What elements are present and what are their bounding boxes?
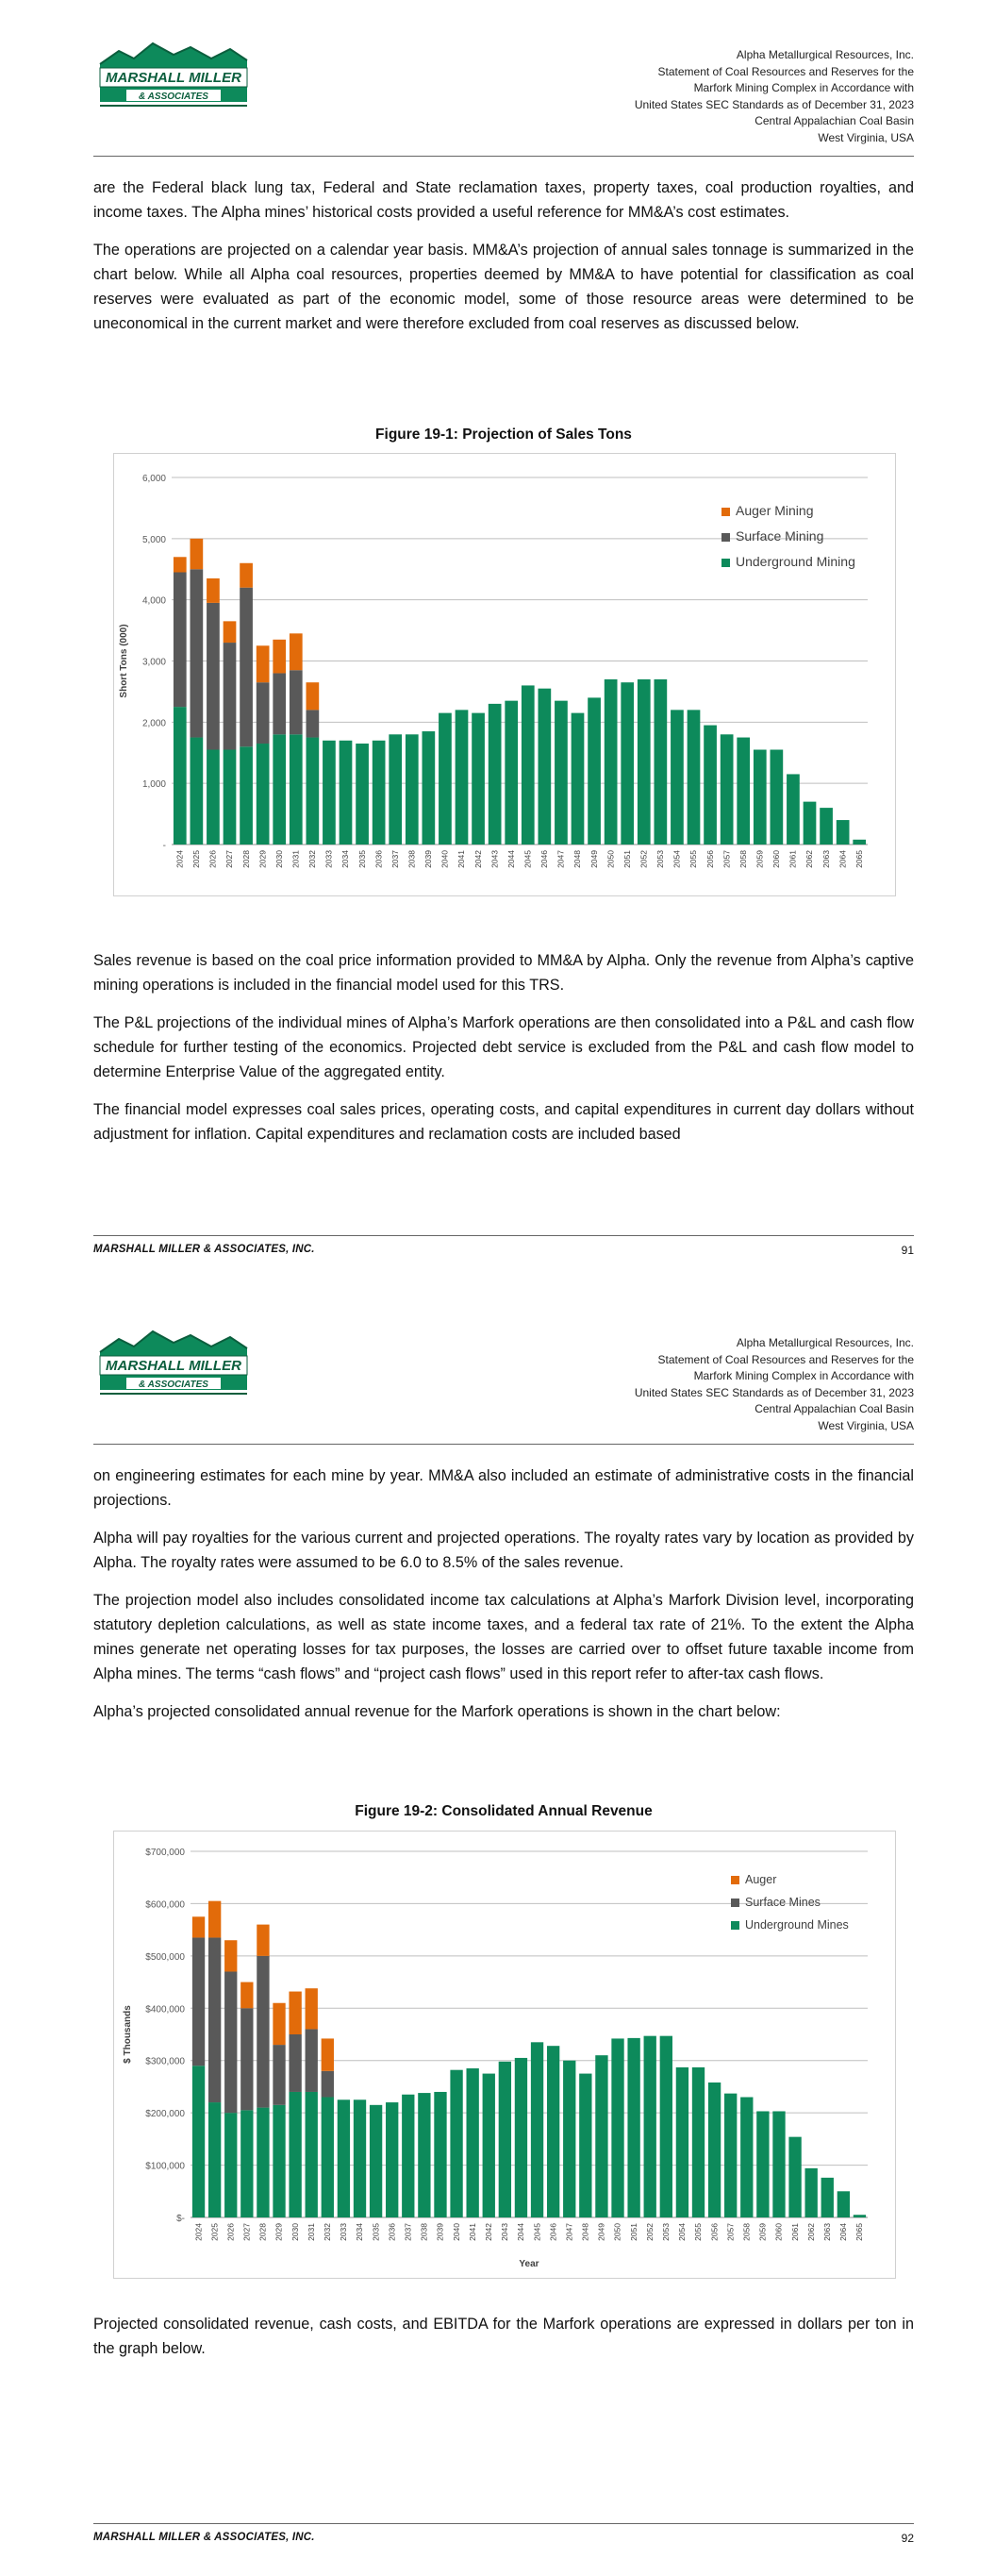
paragraph: on engineering estimates for each mine by year. MM&A also included an estimate of administrative costs in the financial projections. <box>93 1467 914 1509</box>
bar-segment <box>489 704 502 845</box>
bar-segment <box>386 2102 398 2217</box>
bar-segment <box>192 1916 205 1937</box>
paragraph: Alpha’s projected consolidated annual revenue for the Marfork operations is shown in the chart below: <box>93 1703 781 1720</box>
bar-segment <box>207 578 220 603</box>
bar-segment <box>772 2111 785 2217</box>
x-tick-label: 2036 <box>373 850 384 868</box>
header-divider <box>93 1444 914 1445</box>
header-line: Alpha Metallurgical Resources, Inc. <box>736 48 914 61</box>
bar-segment <box>423 731 436 845</box>
bar-segment <box>853 840 866 845</box>
x-tick-label: 2028 <box>257 2223 268 2241</box>
bar-segment <box>605 679 618 845</box>
y-tick-label: $- <box>176 2214 185 2224</box>
x-tick-label: 2025 <box>191 850 202 868</box>
x-tick-label: 2065 <box>854 2223 865 2241</box>
legend-label: Underground Mining <box>736 554 855 569</box>
x-tick-label: 2064 <box>838 2223 849 2241</box>
header-line: Marfork Mining Complex in Accordance with <box>693 81 914 94</box>
document-header <box>635 1335 914 1434</box>
bar-segment <box>338 2099 350 2217</box>
y-axis-label: Short Tons (000) <box>119 624 129 698</box>
x-tick-label: 2053 <box>655 850 666 868</box>
x-tick-label: 2027 <box>241 2223 252 2241</box>
bar-segment <box>354 2099 366 2217</box>
legend-swatch <box>731 1899 739 1907</box>
bar-segment <box>322 2038 334 2070</box>
x-tick-label: 2049 <box>596 2223 606 2241</box>
legend-swatch <box>721 508 730 516</box>
x-tick-label: 2035 <box>371 2223 381 2241</box>
x-tick-label: 2057 <box>721 850 732 868</box>
bar-segment <box>307 682 320 710</box>
bar-segment <box>418 2093 430 2217</box>
y-tick-label: $200,000 <box>145 2109 185 2120</box>
x-tick-label: 2046 <box>539 850 550 868</box>
bar-segment <box>290 670 303 734</box>
paragraph: The operations are projected on a calendar year basis. MM&A’s projection of annual sales tonnage is summarized in the chart below. While all Alpha coal resources, properties deemed by MM&A to have potential for classification as coal reserves were evaluated as part of the economic model, some of those resource areas were determined to be uneconomical in the current market and were therefore excluded from coal reserves as discussed below. <box>93 242 914 332</box>
x-tick-label: 2031 <box>306 2223 316 2241</box>
bar-segment <box>450 2070 462 2217</box>
x-tick-label: 2048 <box>580 2223 590 2241</box>
x-tick-label: 2034 <box>340 850 351 868</box>
bar-segment <box>676 2067 688 2217</box>
x-tick-label: 2060 <box>771 850 782 868</box>
bar-segment <box>356 744 369 845</box>
body-text-bottom <box>93 2312 914 2374</box>
x-tick-label: 2055 <box>688 850 699 868</box>
x-tick-label: 2063 <box>821 2223 832 2241</box>
legend-swatch <box>731 1921 739 1930</box>
page-number: 91 <box>901 1244 914 1257</box>
bar-segment <box>737 738 750 845</box>
bar-segment <box>466 2068 478 2217</box>
bar-segment <box>671 710 684 845</box>
x-tick-label: 2031 <box>290 850 301 868</box>
page-92 <box>0 1288 995 2576</box>
x-tick-label: 2045 <box>522 850 533 868</box>
legend-label: Underground Mines <box>745 1918 849 1932</box>
bar-segment <box>692 2067 705 2217</box>
bar-segment <box>595 2055 607 2217</box>
logo-text-top: MARSHALL MILLER <box>106 70 241 86</box>
y-tick-label: - <box>162 841 166 851</box>
bar-segment <box>289 2034 301 2092</box>
x-tick-label: 2064 <box>837 850 848 868</box>
bar-segment <box>638 679 651 845</box>
bar-segment <box>821 2178 834 2217</box>
header-line: Central Appalachian Coal Basin <box>755 114 914 127</box>
x-tick-label: 2032 <box>323 2223 333 2241</box>
bar-segment <box>837 2191 850 2217</box>
x-tick-label: 2033 <box>339 2223 349 2241</box>
y-tick-label: 2,000 <box>141 718 166 729</box>
bar-segment <box>322 2071 334 2098</box>
figure-title: Figure 19-2: Consolidated Annual Revenue <box>355 1803 653 1819</box>
bar-segment <box>307 738 320 845</box>
bar-segment <box>208 1937 221 2102</box>
bar-segment <box>555 701 568 845</box>
annual-revenue-chart <box>113 1831 896 2279</box>
bar-segment <box>820 808 833 845</box>
bar-segment <box>756 2111 769 2217</box>
bar-segment <box>322 2098 334 2217</box>
x-tick-label: 2027 <box>224 850 235 868</box>
bar-segment <box>257 682 270 744</box>
x-tick-label: 2026 <box>225 2223 236 2241</box>
bar-segment <box>627 2038 639 2217</box>
bar-segment <box>306 2029 318 2092</box>
company-logo <box>98 40 249 109</box>
legend-label: Auger <box>745 1873 777 1886</box>
bar-segment <box>621 682 634 845</box>
x-tick-label: 2058 <box>738 850 748 868</box>
x-tick-label: 2028 <box>240 850 251 868</box>
y-tick-label: $300,000 <box>145 2056 185 2067</box>
bar-segment <box>505 701 518 845</box>
bar-segment <box>724 2094 737 2217</box>
bar-segment <box>787 774 800 845</box>
legend-label: Surface Mining <box>736 528 824 544</box>
bar-segment <box>207 750 220 845</box>
x-tick-label: 2032 <box>307 850 318 868</box>
x-tick-label: 2036 <box>387 2223 397 2241</box>
x-tick-label: 2041 <box>467 2223 477 2241</box>
bar-segment <box>721 734 734 845</box>
header-line: West Virginia, USA <box>818 1418 914 1432</box>
bar-segment <box>539 689 552 845</box>
x-tick-label: 2044 <box>516 2223 526 2241</box>
bar-segment <box>704 726 717 845</box>
bar-segment <box>370 2105 382 2217</box>
x-tick-label: 2043 <box>489 850 500 868</box>
x-tick-label: 2065 <box>854 850 864 868</box>
x-tick-label: 2051 <box>622 850 632 868</box>
bar-segment <box>804 802 817 845</box>
bar-segment <box>483 2074 495 2217</box>
bar-segment <box>563 2061 575 2217</box>
bar-segment <box>192 2066 205 2217</box>
x-tick-label: 2055 <box>693 2223 704 2241</box>
y-tick-label: 5,000 <box>141 534 166 545</box>
paragraph: Alpha will pay royalties for the various current and projected operations. The royalty rates vary by location as provided by Alpha. The royalty rates were assumed to be 6.0 to 8.5% of the sales revenue. <box>93 1530 914 1571</box>
legend-label: Surface Mines <box>745 1896 821 1909</box>
header-line: West Virginia, USA <box>818 130 914 144</box>
header-line: Statement of Coal Resources and Reserves for the <box>657 1352 914 1366</box>
bar-segment <box>257 744 270 845</box>
bar-segment <box>191 539 204 569</box>
footer-company: MARSHALL MILLER & ASSOCIATES, INC. <box>93 1244 315 1255</box>
x-tick-label: 2056 <box>709 2223 720 2241</box>
y-tick-label: 4,000 <box>141 595 166 607</box>
sales-tons-chart <box>113 453 896 896</box>
header-line: United States SEC Standards as of December 31, 2023 <box>634 1385 914 1399</box>
bar-segment <box>257 645 270 682</box>
logo-text-top: MARSHALL MILLER <box>106 1358 241 1374</box>
x-tick-label: 2029 <box>274 2223 284 2241</box>
header-line: Statement of Coal Resources and Reserves for the <box>657 64 914 78</box>
bar-segment <box>644 2036 656 2217</box>
bar-segment <box>611 2038 623 2217</box>
x-tick-label: 2063 <box>821 850 831 868</box>
body-text-top <box>93 1464 914 1737</box>
bar-segment <box>439 713 452 845</box>
x-tick-label: 2053 <box>661 2223 672 2241</box>
logo-text-bottom: & ASSOCIATES <box>139 1380 208 1390</box>
bar-segment <box>854 2215 866 2217</box>
bar-segment <box>572 713 585 845</box>
footer-divider <box>93 1235 914 1236</box>
bar-segment <box>191 738 204 845</box>
y-tick-label: $700,000 <box>145 1848 185 1858</box>
footer-divider <box>93 2523 914 2524</box>
x-tick-label: 2054 <box>672 850 682 868</box>
header-line: United States SEC Standards as of December 31, 2023 <box>634 97 914 111</box>
bar-segment <box>290 633 303 670</box>
bar-segment <box>740 2098 753 2217</box>
bar-segment <box>224 621 237 643</box>
bar-segment <box>373 741 386 845</box>
x-tick-label: 2058 <box>741 2223 752 2241</box>
y-tick-label: 3,000 <box>141 657 166 668</box>
legend-swatch <box>721 559 730 567</box>
bar-segment <box>771 750 784 845</box>
bar-segment <box>788 2137 801 2217</box>
bar-segment <box>240 563 253 588</box>
bar-segment <box>273 734 286 845</box>
paragraph: The projection model also includes consolidated income tax calculations at Alpha’s Marfork Division level, incorporating statutory depletion calculations, as well as state income taxes, and a federal tax rate of 21%. To the extent the Alpha mines generate net operating losses for tax purposes, the losses are carried over to offset future taxable income from Alpha mines. The terms “cash flows” and “project cash flows” used in this report refer to after-tax cash flows. <box>93 1592 914 1682</box>
x-tick-label: 2043 <box>500 2223 510 2241</box>
bar-segment <box>257 2108 269 2217</box>
y-tick-label: $600,000 <box>145 1899 185 1911</box>
bar-segment <box>240 1982 253 2009</box>
paragraph: Projected consolidated revenue, cash costs, and EBITDA for the Marfork operations are expressed in dollars per ton in the graph below. <box>93 2316 914 2357</box>
bar-segment <box>207 603 220 750</box>
bar-segment <box>837 820 850 845</box>
paragraph: The financial model expresses coal sales prices, operating costs, and capital expenditures in current day dollars without adjustment for inflation. Capital expenditures and reclamation costs are included based <box>93 1101 914 1143</box>
x-tick-label: 2061 <box>789 2223 800 2241</box>
x-tick-label: 2057 <box>725 2223 736 2241</box>
x-tick-label: 2038 <box>406 850 417 868</box>
company-logo <box>98 1328 249 1397</box>
bar-segment <box>273 673 286 734</box>
x-axis-label: Year <box>519 2259 539 2269</box>
x-tick-label: 2024 <box>174 850 185 868</box>
bar-segment <box>208 1901 221 1938</box>
x-tick-label: 2047 <box>564 2223 574 2241</box>
x-tick-label: 2033 <box>323 850 334 868</box>
bar-segment <box>273 2105 285 2217</box>
bar-segment <box>224 750 237 845</box>
bar-segment <box>240 588 253 747</box>
bar-segment <box>240 746 253 845</box>
bar-segment <box>174 707 187 845</box>
header-divider <box>93 156 914 157</box>
paragraph: The P&L projections of the individual mines of Alpha’s Marfork operations are then consolidated into a P&L and cash flow schedule for further testing of the economics. Projected debt service is excluded from the P&L and cash flow model to determine Enterprise Value of the aggregated entity. <box>93 1014 914 1080</box>
x-tick-label: 2062 <box>804 850 815 868</box>
x-tick-label: 2042 <box>473 850 483 868</box>
bar-segment <box>579 2074 591 2217</box>
bar-segment <box>499 2062 511 2217</box>
logo-text-bottom: & ASSOCIATES <box>139 92 208 102</box>
bar-segment <box>224 2113 237 2217</box>
bar-segment <box>257 1956 269 2108</box>
x-tick-label: 2034 <box>355 2223 365 2241</box>
y-tick-label: $100,000 <box>145 2161 185 2172</box>
bar-segment <box>655 679 668 845</box>
bar-segment <box>289 2092 301 2217</box>
x-tick-label: 2059 <box>755 850 765 868</box>
x-tick-label: 2059 <box>757 2223 768 2241</box>
footer-company: MARSHALL MILLER & ASSOCIATES, INC. <box>93 2532 315 2543</box>
bar-segment <box>174 557 187 572</box>
bar-segment <box>289 1992 301 2034</box>
bar-segment <box>402 2095 414 2217</box>
bar-segment <box>273 2045 285 2105</box>
body-text-top <box>93 176 914 349</box>
bar-segment <box>174 572 187 707</box>
bar-segment <box>208 2102 221 2217</box>
bar-segment <box>588 697 601 845</box>
bar-segment <box>804 2168 817 2217</box>
bar-segment <box>240 2008 253 2110</box>
x-tick-label: 2035 <box>357 850 367 868</box>
x-tick-label: 2047 <box>556 850 566 868</box>
paragraph: Sales revenue is based on the coal price information provided to MM&A by Alpha. Only the revenue from Alpha’s captive mining operations is included in the financial model used for this TRS. <box>93 952 914 994</box>
x-tick-label: 2046 <box>548 2223 558 2241</box>
bar-segment <box>340 741 353 845</box>
bar-segment <box>224 1971 237 2113</box>
x-tick-label: 2044 <box>506 850 516 868</box>
y-tick-label: 1,000 <box>141 779 166 791</box>
legend-swatch <box>731 1876 739 1884</box>
x-tick-label: 2054 <box>677 2223 688 2241</box>
x-tick-label: 2051 <box>628 2223 638 2241</box>
x-tick-label: 2037 <box>403 2223 413 2241</box>
x-tick-label: 2030 <box>274 850 284 868</box>
x-tick-label: 2038 <box>419 2223 429 2241</box>
document-header <box>635 47 914 146</box>
x-tick-label: 2056 <box>705 850 715 868</box>
y-tick-label: 6,000 <box>141 474 166 484</box>
x-tick-label: 2025 <box>209 2223 220 2241</box>
x-tick-label: 2052 <box>644 2223 655 2241</box>
body-text-bottom <box>93 948 914 1160</box>
bar-segment <box>306 1988 318 2029</box>
bar-segment <box>224 643 237 749</box>
bar-segment <box>224 1940 237 1971</box>
x-tick-label: 2052 <box>638 850 649 868</box>
x-tick-label: 2048 <box>572 850 583 868</box>
x-tick-label: 2030 <box>290 2223 300 2241</box>
x-tick-label: 2039 <box>423 850 434 868</box>
y-tick-label: $500,000 <box>145 1951 185 1963</box>
x-tick-label: 2050 <box>605 850 616 868</box>
bar-segment <box>273 2003 285 2045</box>
bar-segment <box>522 685 535 845</box>
x-tick-label: 2061 <box>788 850 798 868</box>
bar-segment <box>257 1925 269 1956</box>
bar-segment <box>273 640 286 674</box>
bar-segment <box>290 734 303 845</box>
x-tick-label: 2039 <box>435 2223 445 2241</box>
header-line: Central Appalachian Coal Basin <box>755 1402 914 1415</box>
x-tick-label: 2045 <box>532 2223 542 2241</box>
page-number: 92 <box>901 2532 914 2545</box>
x-tick-label: 2029 <box>257 850 268 868</box>
bar-segment <box>515 2058 527 2217</box>
bar-segment <box>323 741 336 845</box>
x-tick-label: 2041 <box>456 850 467 868</box>
bar-segment <box>240 2110 253 2217</box>
figure-title: Figure 19-1: Projection of Sales Tons <box>375 427 632 443</box>
x-tick-label: 2060 <box>773 2223 784 2241</box>
paragraph: are the Federal black lung tax, Federal and State reclamation taxes, property taxes, coal production royalties, and income taxes. The Alpha mines’ historical costs provided a useful reference for MM&A’s cost estimates. <box>93 179 914 221</box>
bar-segment <box>306 2092 318 2217</box>
bar-segment <box>754 750 767 845</box>
y-tick-label: $400,000 <box>145 2004 185 2016</box>
x-tick-label: 2049 <box>589 850 599 868</box>
bar-segment <box>192 1937 205 2066</box>
bar-segment <box>708 2083 721 2217</box>
y-axis-label: $ Thousands <box>123 2005 133 2064</box>
bar-segment <box>456 710 469 845</box>
x-tick-label: 2040 <box>451 2223 461 2241</box>
legend-swatch <box>721 533 730 542</box>
bar-segment <box>307 710 320 737</box>
x-tick-label: 2026 <box>207 850 218 868</box>
x-tick-label: 2024 <box>193 2223 204 2241</box>
x-tick-label: 2050 <box>612 2223 622 2241</box>
bar-segment <box>688 710 701 845</box>
bar-segment <box>660 2036 672 2217</box>
legend-label: Auger Mining <box>736 503 814 518</box>
x-tick-label: 2040 <box>439 850 450 868</box>
bar-segment <box>406 734 419 845</box>
x-tick-label: 2037 <box>390 850 400 868</box>
bar-segment <box>389 734 402 845</box>
bar-segment <box>472 713 485 845</box>
bar-segment <box>547 2046 559 2217</box>
bar-segment <box>434 2092 446 2217</box>
bar-segment <box>531 2042 543 2217</box>
bar-segment <box>191 569 204 737</box>
header-line: Alpha Metallurgical Resources, Inc. <box>736 1336 914 1349</box>
header-line: Marfork Mining Complex in Accordance with <box>693 1369 914 1382</box>
x-tick-label: 2062 <box>805 2223 816 2241</box>
x-tick-label: 2042 <box>483 2223 493 2241</box>
